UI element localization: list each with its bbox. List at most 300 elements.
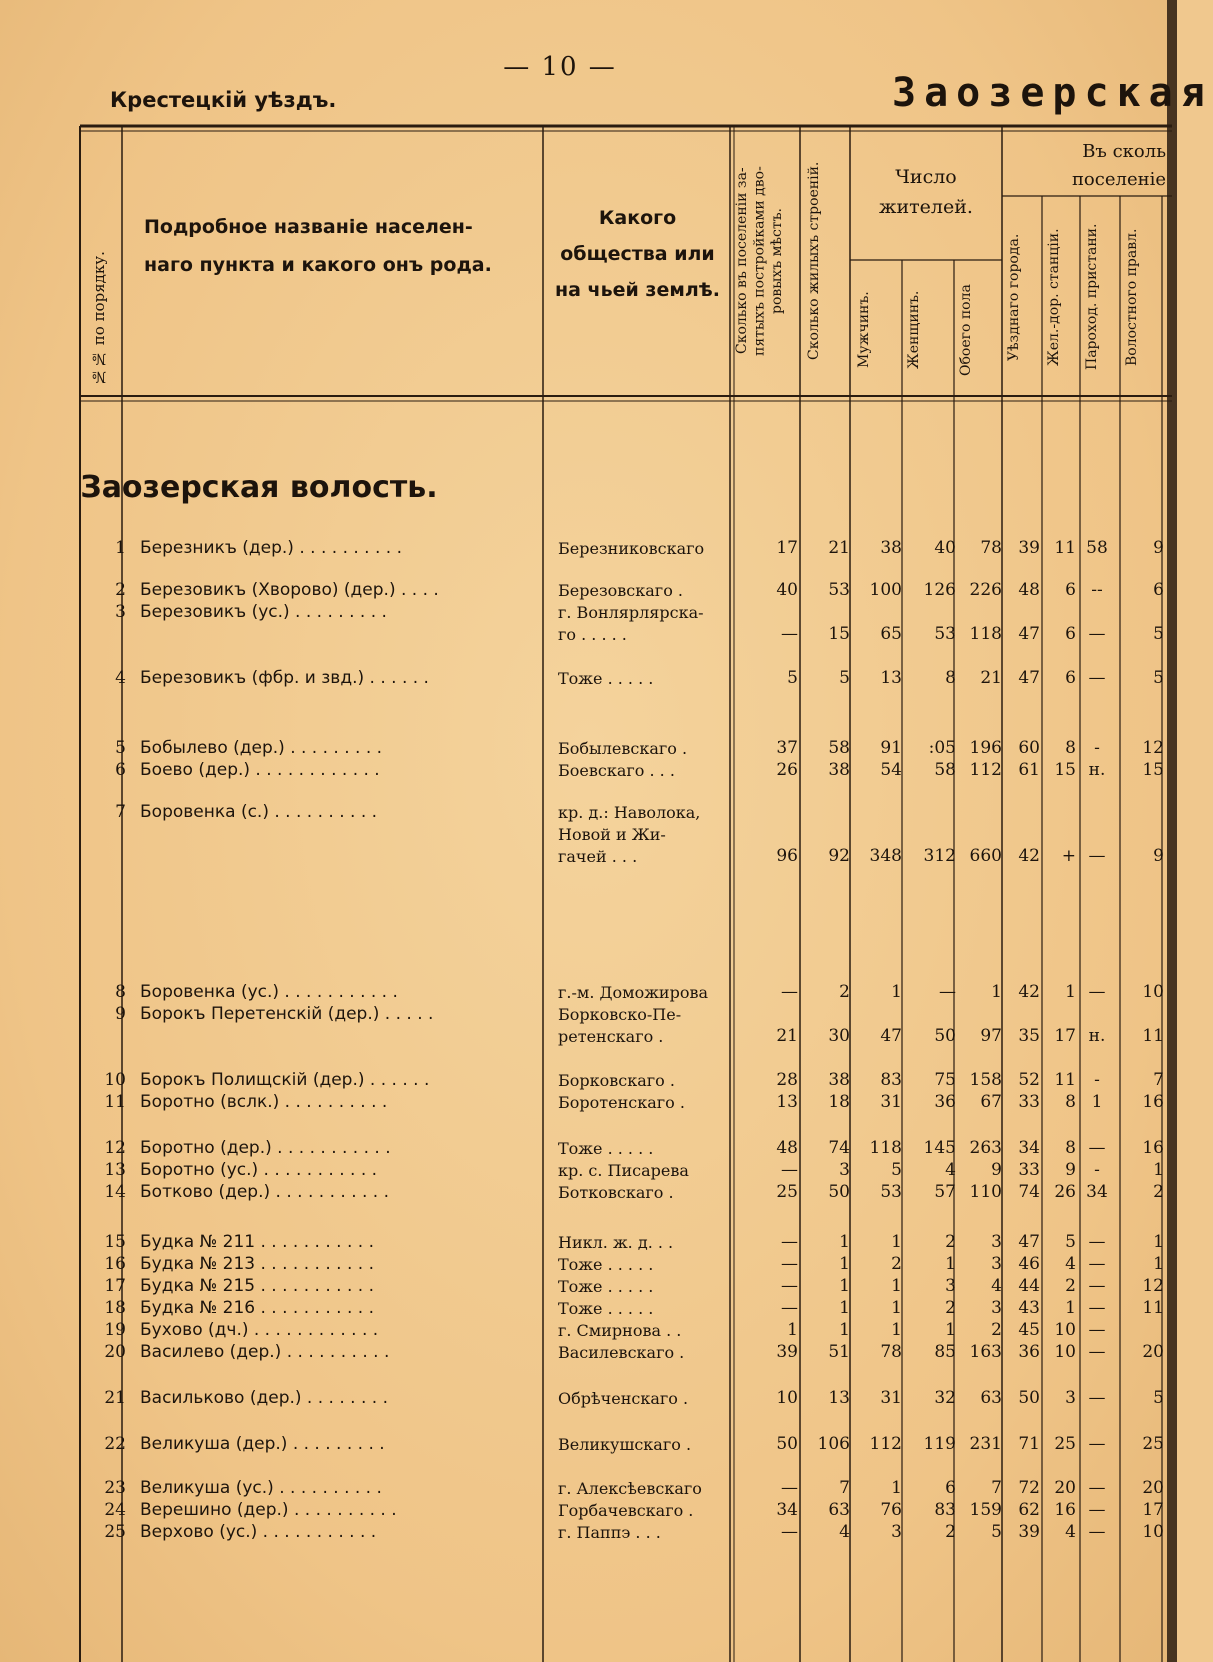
cell-no: 5: [115, 738, 126, 758]
header-pier: Пароход. пристани.: [1084, 223, 1100, 371]
cell-stroeny: 2: [839, 982, 850, 1002]
cell-volost: 1: [1153, 1254, 1164, 1274]
cell-men: 1: [891, 1232, 902, 1252]
cell-pier: —: [1088, 1298, 1106, 1318]
cell-no: 25: [104, 1522, 126, 1542]
cell-town: 44: [1018, 1276, 1040, 1296]
cell-zapust: —: [781, 624, 798, 644]
header-inhabitants: Число жителей.: [879, 166, 973, 218]
cell-society: Никл. ж. д. . .: [558, 1233, 674, 1252]
cell-name: Будка № 215 . . . . . . . . . . .: [140, 1276, 374, 1296]
uyezd-title: Крестецкій уѣздъ.: [110, 88, 337, 112]
cell-women: 2: [945, 1298, 956, 1318]
cell-pier: —: [1088, 1434, 1106, 1454]
cell-pier: —: [1088, 982, 1106, 1002]
cell-men: 5: [891, 1160, 902, 1180]
cell-women: —: [939, 982, 956, 1002]
cell-volost: 1: [1153, 1232, 1164, 1252]
cell-rail: 5: [1065, 1232, 1076, 1252]
cell-men: 83: [880, 1070, 902, 1090]
cell-men: 348: [869, 846, 902, 866]
cell-pier: —: [1088, 1500, 1106, 1520]
cell-name: Боровенка (ус.) . . . . . . . . . . .: [140, 982, 398, 1002]
header-rail: Жел.-дор. станціи.: [1046, 228, 1062, 366]
cell-pier: —: [1088, 1342, 1106, 1362]
cell-pier: 1: [1091, 1092, 1103, 1112]
header-society: Какого общества или на чьей землѣ.: [554, 207, 720, 301]
cell-total: 7: [991, 1478, 1002, 1498]
cell-name: Верешино (дер.) . . . . . . . . . .: [140, 1500, 397, 1520]
cell-women: 4: [945, 1160, 956, 1180]
cell-no: 15: [104, 1232, 126, 1252]
cell-no: 4: [115, 668, 126, 688]
cell-zapust: —: [781, 1232, 798, 1252]
cell-society: Тоже . . . . .: [558, 1299, 654, 1318]
cell-stroeny: 74: [828, 1138, 850, 1158]
cell-stroeny: 1: [839, 1276, 850, 1296]
cell-women: 126: [923, 580, 956, 600]
cell-zapust: 40: [776, 580, 798, 600]
cell-volost: 20: [1142, 1478, 1164, 1498]
cell-zapust: 1: [787, 1320, 798, 1340]
cell-town: 36: [1018, 1342, 1040, 1362]
cell-volost: 20: [1142, 1342, 1164, 1362]
cell-total: 118: [969, 624, 1002, 644]
header-men: Мужчинъ.: [856, 291, 872, 369]
cell-society: кр. с. Писарева: [558, 1161, 689, 1180]
cell-rail: 8: [1065, 1092, 1076, 1112]
cell-society: Тоже . . . . .: [558, 1139, 654, 1158]
cell-zapust: 17: [776, 538, 798, 558]
cell-zapust: —: [781, 1276, 798, 1296]
cell-society: Тоже . . . . .: [558, 669, 654, 688]
cell-no: 7: [115, 802, 126, 822]
cell-rail: 3: [1065, 1388, 1076, 1408]
cell-volost: 11: [1142, 1298, 1164, 1318]
cell-women: 1: [945, 1320, 956, 1340]
cell-volost: 5: [1153, 624, 1164, 644]
cell-zapust: 10: [776, 1388, 798, 1408]
header-volost-adm: Волостного правл.: [1124, 228, 1140, 366]
cell-no: 20: [104, 1342, 126, 1362]
cell-town: 47: [1018, 624, 1040, 644]
header-settlement-name: Подробное названіе населен- наго пункта и какого онъ рода.: [144, 216, 492, 276]
cell-rail: 8: [1065, 1138, 1076, 1158]
cell-society: Василевскаго .: [558, 1343, 685, 1362]
cell-pier: —: [1088, 1522, 1106, 1542]
volost-section-title: Заозерская волость.: [80, 470, 438, 505]
cell-volost: 12: [1142, 738, 1164, 758]
cell-women: 32: [934, 1388, 956, 1408]
cell-men: 112: [869, 1434, 902, 1454]
cell-total: 67: [980, 1092, 1002, 1112]
cell-total: 226: [969, 580, 1002, 600]
cell-volost: 12: [1142, 1276, 1164, 1296]
cell-society: Ботковскаго .: [558, 1183, 674, 1202]
cell-pier: -: [1094, 1160, 1100, 1180]
cell-name: Васильково (дер.) . . . . . . . .: [140, 1388, 388, 1408]
cell-rail: 1: [1065, 1298, 1076, 1318]
cell-zapust: —: [781, 982, 798, 1002]
cell-stroeny: 38: [828, 760, 850, 780]
cell-no: 17: [104, 1276, 126, 1296]
cell-society: Тоже . . . . .: [558, 1255, 654, 1274]
cell-men: 47: [880, 1026, 902, 1046]
cell-name: Будка № 216 . . . . . . . . . . .: [140, 1298, 374, 1318]
cell-total: 159: [969, 1500, 1002, 1520]
cell-no: 6: [115, 760, 126, 780]
cell-zapust: 39: [776, 1342, 798, 1362]
cell-zapust: 48: [776, 1138, 798, 1158]
cell-total: 3: [991, 1232, 1002, 1252]
cell-no: 12: [104, 1138, 126, 1158]
cell-rail: 11: [1054, 1070, 1076, 1090]
cell-town: 39: [1018, 1522, 1040, 1542]
cell-zapust: 28: [776, 1070, 798, 1090]
cell-no: 24: [104, 1500, 126, 1520]
cell-no: 1: [115, 538, 126, 558]
cell-stroeny: 38: [828, 1070, 850, 1090]
cell-no: 16: [104, 1254, 126, 1274]
cell-total: 263: [969, 1138, 1002, 1158]
cell-rail: 25: [1054, 1434, 1076, 1454]
cell-men: 1: [891, 1478, 902, 1498]
cell-rail: 20: [1054, 1478, 1076, 1498]
cell-rail: 10: [1054, 1342, 1076, 1362]
cell-society: Великушскаго .: [558, 1435, 692, 1454]
cell-zapust: 26: [776, 760, 798, 780]
cell-total: 2: [991, 1320, 1002, 1340]
cell-name: Ботково (дер.) . . . . . . . . . . .: [140, 1182, 390, 1202]
cell-no: 23: [104, 1478, 126, 1498]
cell-total: 9: [991, 1160, 1002, 1180]
cell-name: Боротно (вслк.) . . . . . . . . . .: [140, 1092, 388, 1112]
cell-no: 9: [115, 1004, 126, 1024]
cell-name: Великуша (ус.) . . . . . . . . . .: [140, 1478, 382, 1498]
cell-no: 8: [115, 982, 126, 1002]
cell-society: г.-м. Доможирова: [558, 983, 709, 1002]
cell-rail: 4: [1065, 1254, 1076, 1274]
cell-society: Боротенскаго .: [558, 1093, 685, 1112]
cell-stroeny: 92: [828, 846, 850, 866]
cell-rail: +: [1061, 846, 1076, 866]
cell-zapust: 96: [776, 846, 798, 866]
cell-no: 19: [104, 1320, 126, 1340]
cell-men: 31: [880, 1092, 902, 1112]
cell-society: Тоже . . . . .: [558, 1277, 654, 1296]
cell-total: 163: [969, 1342, 1002, 1362]
cell-pier: 34: [1086, 1182, 1108, 1202]
cell-stroeny: 53: [828, 580, 850, 600]
cell-society: Обрѣченскаго .: [558, 1389, 689, 1408]
cell-volost: 5: [1153, 1388, 1164, 1408]
cell-volost: 1: [1153, 1160, 1164, 1180]
cell-women: 2: [945, 1232, 956, 1252]
cell-name: Будка № 213 . . . . . . . . . . .: [140, 1254, 374, 1274]
cell-name: Березовикъ (фбр. и звд.) . . . . . .: [140, 668, 429, 688]
cell-zapust: 13: [776, 1092, 798, 1112]
cell-town: 34: [1018, 1138, 1040, 1158]
cell-volost: 15: [1142, 760, 1164, 780]
cell-volost: 6: [1153, 580, 1164, 600]
cell-town: 39: [1018, 538, 1040, 558]
cell-rail: 16: [1054, 1500, 1076, 1520]
cell-stroeny: 58: [828, 738, 850, 758]
cell-total: 3: [991, 1298, 1002, 1318]
cell-town: 35: [1018, 1026, 1040, 1046]
cell-stroeny: 1: [839, 1232, 850, 1252]
cell-volost: 16: [1142, 1138, 1164, 1158]
cell-women: 8: [945, 668, 956, 688]
cell-total: 97: [980, 1026, 1002, 1046]
cell-volost: 5: [1153, 668, 1164, 688]
cell-zapust: —: [781, 1298, 798, 1318]
cell-women: 57: [934, 1182, 956, 1202]
cell-stroeny: 7: [839, 1478, 850, 1498]
cell-total: 5: [991, 1522, 1002, 1542]
cell-town: 33: [1018, 1160, 1040, 1180]
cell-society: Борковскаго .: [558, 1071, 675, 1090]
cell-society: г. Алексѣевскаго: [558, 1479, 702, 1498]
cell-stroeny: 50: [828, 1182, 850, 1202]
cell-rail: 10: [1054, 1320, 1076, 1340]
cell-society: г. Паппэ . . .: [558, 1523, 661, 1542]
cell-no: 18: [104, 1298, 126, 1318]
cell-women: 2: [945, 1522, 956, 1542]
cell-name: Будка № 211 . . . . . . . . . . .: [140, 1232, 374, 1252]
cell-pier: н.: [1088, 1026, 1106, 1046]
cell-zapust: —: [781, 1522, 798, 1542]
cell-name: Боротно (дер.) . . . . . . . . . . .: [140, 1138, 391, 1158]
cell-volost: 2: [1153, 1182, 1164, 1202]
cell-society: г. Смирнова . .: [558, 1321, 682, 1340]
cell-zapust: 25: [776, 1182, 798, 1202]
cell-rail: 6: [1065, 580, 1076, 600]
cell-men: 78: [880, 1342, 902, 1362]
cell-men: 3: [891, 1522, 902, 1542]
cell-no: 11: [104, 1092, 126, 1112]
cell-name: Василево (дер.) . . . . . . . . . .: [140, 1342, 390, 1362]
cell-men: 2: [891, 1254, 902, 1274]
cell-women: 6: [945, 1478, 956, 1498]
cell-rail: 8: [1065, 738, 1076, 758]
cell-women: 40: [934, 538, 956, 558]
cell-total: 110: [969, 1182, 1002, 1202]
cell-rail: 4: [1065, 1522, 1076, 1542]
cell-zapust: 50: [776, 1434, 798, 1454]
cell-women: 58: [934, 760, 956, 780]
cell-name: Березникъ (дер.) . . . . . . . . . .: [140, 538, 403, 558]
cell-volost: 7: [1153, 1070, 1164, 1090]
cell-rail: 6: [1065, 624, 1076, 644]
cell-pier: —: [1088, 1388, 1106, 1408]
cell-volost: 9: [1153, 538, 1164, 558]
cell-rail: 9: [1065, 1160, 1076, 1180]
cell-name: Боротно (ус.) . . . . . . . . . . .: [140, 1160, 378, 1180]
cell-pier: —: [1088, 1478, 1106, 1498]
cell-rail: 17: [1054, 1026, 1076, 1046]
header-zapust: Сколько въ поселеніи за- пятыхъ постройками дво- ровыхъ мѣстъ.: [734, 166, 785, 356]
cell-town: 48: [1018, 580, 1040, 600]
cell-pier: н.: [1088, 760, 1106, 780]
header-stroeny: Сколько жилыхъ строеній.: [806, 161, 822, 361]
cell-pier: --: [1091, 580, 1103, 600]
cell-pier: 58: [1086, 538, 1108, 558]
cell-town: 72: [1018, 1478, 1040, 1498]
cell-no: 10: [104, 1070, 126, 1090]
cell-volost: 25: [1142, 1434, 1164, 1454]
cell-name: Березовикъ (Хворово) (дер.) . . . .: [140, 580, 439, 600]
cell-stroeny: 30: [828, 1026, 850, 1046]
cell-society: кр. д.: Наволока, Новой и Жи- гачей . . .: [558, 803, 701, 866]
cell-name: Великуша (дер.) . . . . . . . . .: [140, 1434, 385, 1454]
cell-men: 100: [869, 580, 902, 600]
cell-town: 47: [1018, 668, 1040, 688]
cell-society: Борковско-Пе- ретенскаго .: [558, 1005, 682, 1046]
cell-women: 85: [934, 1342, 956, 1362]
cell-men: 65: [880, 624, 902, 644]
cell-total: 196: [969, 738, 1002, 758]
cell-men: 38: [880, 538, 902, 558]
cell-town: 33: [1018, 1092, 1040, 1112]
cell-men: 118: [869, 1138, 902, 1158]
cell-name: Борокъ Полищскій (дер.) . . . . . .: [140, 1070, 430, 1090]
cell-pier: -: [1094, 1070, 1100, 1090]
cell-total: 660: [969, 846, 1002, 866]
cell-total: 112: [969, 760, 1002, 780]
cell-pier: —: [1088, 1138, 1106, 1158]
cell-total: 231: [969, 1434, 1002, 1454]
cell-women: 312: [923, 846, 956, 866]
cell-zapust: 34: [776, 1500, 798, 1520]
cell-no: 22: [104, 1434, 126, 1454]
cell-women: 36: [934, 1092, 956, 1112]
cell-men: 54: [880, 760, 902, 780]
cell-men: 53: [880, 1182, 902, 1202]
cell-women: 145: [923, 1138, 956, 1158]
cell-volost: 9: [1153, 846, 1164, 866]
cell-rail: 1: [1065, 982, 1076, 1002]
cell-town: 62: [1018, 1500, 1040, 1520]
cell-no: 3: [115, 602, 126, 622]
cell-name: Боево (дер.) . . . . . . . . . . . .: [140, 760, 380, 780]
header-distance: Въ сколь поселеніе: [1071, 141, 1166, 190]
cell-town: 74: [1018, 1182, 1040, 1202]
cell-town: 61: [1018, 760, 1040, 780]
cell-town: 42: [1018, 846, 1040, 866]
cell-stroeny: 15: [828, 624, 850, 644]
cell-town: 47: [1018, 1232, 1040, 1252]
cell-stroeny: 21: [828, 538, 850, 558]
cell-society: Бобылевскаго .: [558, 739, 688, 758]
cell-volost: 17: [1142, 1500, 1164, 1520]
header-total: Обоего пола: [958, 284, 974, 376]
cell-men: 13: [880, 668, 902, 688]
cell-stroeny: 106: [817, 1434, 850, 1454]
cell-town: 43: [1018, 1298, 1040, 1318]
cell-name: Борокъ Перетенскій (дер.) . . . . .: [140, 1004, 434, 1024]
cell-women: 83: [934, 1500, 956, 1520]
cell-total: 4: [991, 1276, 1002, 1296]
cell-volost: 10: [1142, 1522, 1164, 1542]
cell-rail: 11: [1054, 538, 1076, 558]
cell-volost: 16: [1142, 1092, 1164, 1112]
page-number: — 10 —: [503, 52, 617, 82]
cell-pier: —: [1088, 668, 1106, 688]
cell-town: 42: [1018, 982, 1040, 1002]
cell-town: 71: [1018, 1434, 1040, 1454]
cell-pier: —: [1088, 1276, 1106, 1296]
cell-total: 3: [991, 1254, 1002, 1274]
cell-stroeny: 18: [828, 1092, 850, 1112]
cell-total: 63: [980, 1388, 1002, 1408]
cell-society: Боевскаго . . .: [558, 761, 675, 780]
cell-men: 76: [880, 1500, 902, 1520]
cell-total: 1: [991, 982, 1002, 1002]
cell-men: 1: [891, 1320, 902, 1340]
cell-pier: -: [1094, 738, 1100, 758]
cell-volost: 11: [1142, 1026, 1164, 1046]
cell-society: Горбачевскаго .: [558, 1501, 694, 1520]
cell-men: 1: [891, 1298, 902, 1318]
cell-town: 45: [1018, 1320, 1040, 1340]
cell-stroeny: 13: [828, 1388, 850, 1408]
cell-no: 14: [104, 1182, 126, 1202]
cell-pier: —: [1088, 846, 1106, 866]
cell-stroeny: 63: [828, 1500, 850, 1520]
cell-name: Боровенка (с.) . . . . . . . . . .: [140, 802, 378, 822]
cell-men: 91: [880, 738, 902, 758]
cell-women: 75: [934, 1070, 956, 1090]
cell-zapust: —: [781, 1254, 798, 1274]
cell-volost: 10: [1142, 982, 1164, 1002]
cell-women: 119: [923, 1434, 956, 1454]
cell-men: 1: [891, 1276, 902, 1296]
cell-pier: —: [1088, 624, 1106, 644]
header-town: Уѣзднаго города.: [1006, 233, 1022, 361]
cell-zapust: —: [781, 1160, 798, 1180]
header-row-number: №№ по порядку.: [90, 251, 108, 386]
cell-society: Березниковскаго: [558, 539, 705, 558]
cell-women: 53: [934, 624, 956, 644]
cell-no: 2: [115, 580, 126, 600]
cell-zapust: 21: [776, 1026, 798, 1046]
cell-no: 21: [104, 1388, 126, 1408]
cell-men: 31: [880, 1388, 902, 1408]
cell-rail: 26: [1054, 1182, 1076, 1202]
cell-town: 52: [1018, 1070, 1040, 1090]
cell-women: :05: [928, 738, 956, 758]
cell-stroeny: 51: [828, 1342, 850, 1362]
cell-rail: 6: [1065, 668, 1076, 688]
cell-stroeny: 1: [839, 1254, 850, 1274]
cell-town: 60: [1018, 738, 1040, 758]
header-women: Женщинъ.: [906, 290, 922, 370]
cell-name: Бухово (дч.) . . . . . . . . . . . .: [140, 1320, 379, 1340]
cell-women: 50: [934, 1026, 956, 1046]
cell-zapust: 5: [787, 668, 798, 688]
cell-pier: —: [1088, 1232, 1106, 1252]
cell-pier: —: [1088, 1320, 1106, 1340]
cell-women: 1: [945, 1254, 956, 1274]
cell-name: Березовикъ (ус.) . . . . . . . . .: [140, 602, 387, 622]
cell-stroeny: 1: [839, 1320, 850, 1340]
cell-rail: 15: [1054, 760, 1076, 780]
cell-zapust: 37: [776, 738, 798, 758]
cell-society: Березовскаго .: [558, 581, 683, 600]
cell-name: Бобылево (дер.) . . . . . . . . .: [140, 738, 383, 758]
cell-rail: 2: [1065, 1276, 1076, 1296]
